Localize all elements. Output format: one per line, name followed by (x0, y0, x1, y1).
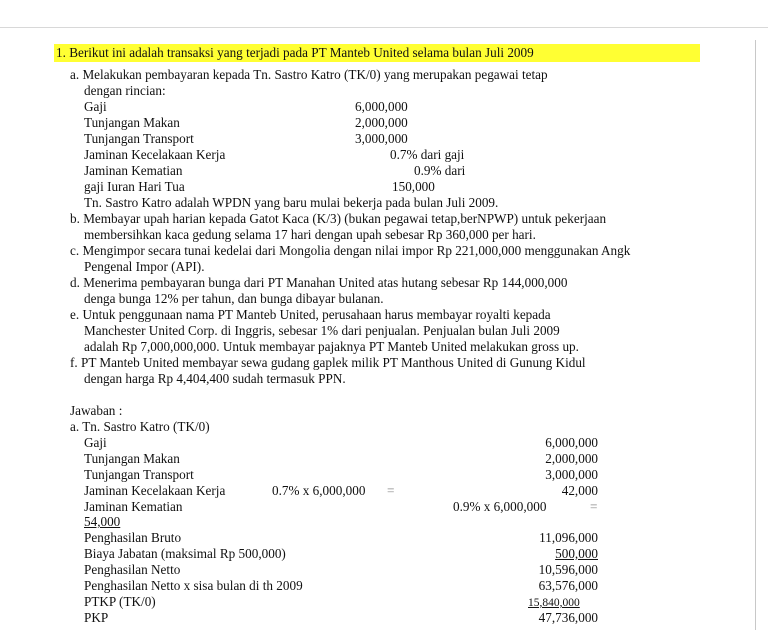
answer-value: 63,576,000 (538, 578, 598, 593)
answer-label: Biaya Jabatan (maksimal Rp 500,000) (84, 546, 286, 561)
answer-subheading: a. Tn. Sastro Katro (TK/0) (70, 419, 210, 434)
answer-label: Penghasilan Netto (84, 562, 181, 577)
answer-label: Penghasilan Netto x sisa bulan di th 2009 (84, 578, 303, 593)
answer-label: PKP (84, 610, 109, 625)
answer-value: 3,000,000 (545, 467, 598, 482)
answer-value: 11,096,000 (539, 530, 598, 545)
equals-sign: = (387, 483, 395, 498)
item-a-line2: dengan rincian: (84, 83, 166, 98)
answer-value: 42,000 (561, 483, 598, 498)
answer-label: Penghasilan Bruto (84, 530, 182, 545)
item-b-line1: b. Membayar upah harian kepada Gatot Kaca (K/3) (bukan pegawai tetap,berNPWP) untuk pekerjaan (70, 211, 607, 226)
answer-value: 15,840,000 (528, 597, 580, 609)
page-edge-line (755, 40, 756, 630)
answer-heading: Jawaban : (70, 403, 123, 418)
detail-label: gaji Iuran Hari Tua (84, 179, 185, 194)
detail-value: 2,000,000 (355, 115, 408, 130)
detail-label: Gaji (84, 99, 107, 114)
detail-value: 0.9% dari (414, 163, 466, 178)
item-b-line2: membersihkan kaca gedung selama 17 hari dengan upah sebesar Rp 360,000 per hari. (84, 227, 536, 242)
detail-value: 6,000,000 (355, 99, 408, 114)
answer-label: Jaminan Kematian (84, 499, 183, 514)
answer-label: Tunjangan Makan (84, 451, 180, 466)
item-c-line1: c. Mengimpor secara tunai kedelai dari Mongolia dengan nilai impor Rp 221,000,000 menggunakan Angk (70, 243, 631, 258)
answer-value: 2,000,000 (545, 451, 598, 466)
answer-value: 500,000 (555, 546, 598, 561)
detail-label: Jaminan Kematian (84, 163, 183, 178)
answer-value: 6,000,000 (545, 435, 598, 450)
item-c-line2: Pengenal Impor (API). (84, 259, 205, 274)
item-a-note: Tn. Sastro Katro adalah WPDN yang baru mulai bekerja pada bulan Juli 2009. (84, 195, 499, 210)
detail-value: 0.7% dari gaji (390, 147, 465, 162)
answer-label: Tunjangan Transport (84, 467, 194, 482)
answer-label: PTKP (TK/0) (84, 594, 156, 609)
item-f-line1: f. PT Manteb United membayar sewa gudang gaplek milik PT Manthous United di Gunung Kidul (70, 355, 586, 370)
top-divider (0, 27, 768, 28)
detail-value: 150,000 (392, 179, 435, 194)
detail-label: Tunjangan Transport (84, 131, 194, 146)
item-e-line3: adalah Rp 7,000,000,000. Untuk membayar pajaknya PT Manteb United melakukan gross up. (84, 339, 579, 354)
detail-label: Tunjangan Makan (84, 115, 180, 130)
item-d-line1: d. Menerima pembayaran bunga dari PT Manahan United atas hutang sebesar Rp 144,000,000 (70, 275, 568, 290)
item-e-line2: Manchester United Corp. di Inggris, sebesar 1% dari penjualan. Penjualan bulan Juli 2009 (84, 323, 560, 338)
detail-value: 3,000,000 (355, 131, 408, 146)
question-title: 1. Berikut ini adalah transaksi yang terjadi pada PT Manteb United selama bulan Juli 2009 (56, 45, 534, 60)
answer-label: Jaminan Kecelakaan Kerja (84, 483, 226, 498)
answer-value: 10,596,000 (538, 562, 598, 577)
item-d-line2: denga bunga 12% per tahun, dan bunga dibayar bulanan. (84, 291, 384, 306)
answer-value: 54,000 (84, 514, 121, 529)
item-e-line1: e. Untuk penggunaan nama PT Manteb United, perusahaan harus membayar royalti kepada (70, 307, 551, 322)
item-a-line1: a. Melakukan pembayaran kepada Tn. Sastro Katro (TK/0) yang merupakan pegawai tetap (70, 67, 548, 82)
answer-label: Gaji (84, 435, 107, 450)
detail-label: Jaminan Kecelakaan Kerja (84, 147, 226, 162)
answer-value: 47,736,000 (538, 610, 598, 625)
answer-calc: 0.9% x 6,000,000 (453, 499, 547, 514)
item-f-line2: dengan harga Rp 4,404,400 sudah termasuk PPN. (84, 371, 346, 386)
equals-sign: = (590, 499, 598, 514)
answer-calc: 0.7% x 6,000,000 (272, 483, 366, 498)
